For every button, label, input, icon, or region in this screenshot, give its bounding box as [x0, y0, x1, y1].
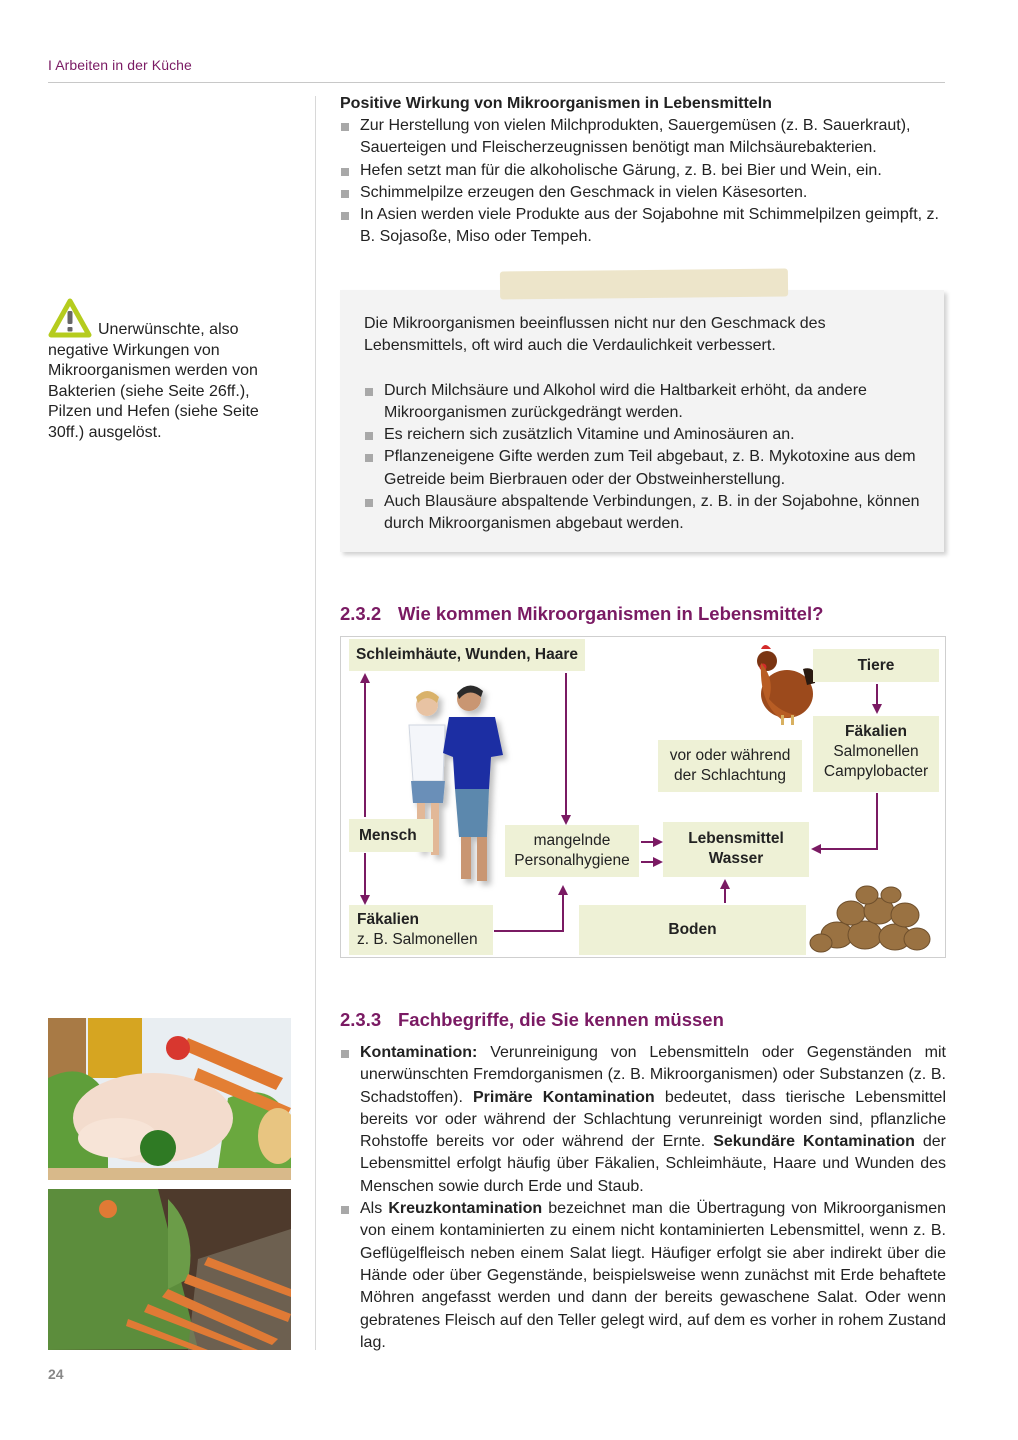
carrots-soil-photo — [48, 1189, 291, 1350]
faekalien-tiere-line1: Salmonellen — [833, 743, 919, 760]
section-number: 2.3.3 — [340, 1009, 382, 1030]
diagram-arrows — [341, 637, 945, 957]
chicken-vegetables-photo — [48, 1018, 291, 1180]
box-mensch: Mensch — [349, 819, 433, 852]
list-item: Zur Herstellung von vielen Milchprodukten, Sauergemüsen (z. B. Sauerkraut), Sauerteigen und Fleischerzeugnissen benötigt man Milchsäurebakterien. — [340, 115, 946, 160]
box-tiere: Tiere — [813, 649, 939, 682]
term-kreuzkontamination: Kreuzkontamination — [388, 1200, 543, 1218]
positive-effects-title: Positive Wirkung von Mikroorganismen in Lebensmitteln — [340, 95, 772, 112]
box-boden: Boden — [579, 905, 806, 955]
page-number: 24 — [48, 1366, 64, 1382]
section-heading-232 — [340, 603, 823, 625]
note-intro: Die Mikroorganismen beeinflussen nicht nur den Geschmack des Lebensmittels, oft wird auch die Verdaulichkeit verbessert. — [364, 315, 826, 355]
lebensmittel-line1: Lebensmittel — [688, 830, 784, 847]
positive-effects-list — [340, 115, 946, 249]
list-item: Hefen setzt man für die alkoholische Gärung, z. B. bei Bier und Wein, ein. — [340, 160, 946, 182]
list-item: In Asien werden viele Produkte aus der Sojabohne mit Schimmelpilzen geimpft, z. B. Sojasoße, Miso oder Tempeh. — [340, 204, 946, 249]
contamination-diagram — [340, 636, 946, 958]
term-text: Als — [360, 1200, 389, 1218]
side-note-text: Unerwünschte, also negative Wirkungen von Mikroorganismen werden von Bakterien (siehe Seite 26ff.), Pilzen und Hefen (siehe Seite 30ff.) ausgelöst. — [48, 321, 259, 441]
note-list — [364, 380, 924, 536]
side-note — [48, 298, 293, 443]
term-text: Verunreinigung von Lebensmitteln oder Gegenständen mit unerwünschten Fremdorganismen (z. B. Mikroorganismen) oder Substanzen (z. B. Schadstoffen). — [360, 1044, 946, 1106]
terms-section — [340, 1042, 946, 1354]
term-item-kreuzkontamination — [340, 1198, 946, 1354]
header-divider — [48, 82, 945, 83]
chapter-header: I Arbeiten in der Küche — [48, 57, 192, 73]
note-card-content — [364, 313, 924, 536]
list-item: Durch Milchsäure und Alkohol wird die Haltbarkeit erhöht, da andere Mikroorganismen zurückgedrängt werden. — [364, 380, 924, 425]
list-item: Schimmelpilze erzeugen den Geschmack in vielen Käsesorten. — [340, 182, 946, 204]
term-item-kontamination — [340, 1042, 946, 1198]
positive-effects-section — [340, 93, 946, 249]
term-text: bezeichnet man die Übertragung von Mikroorganismen von einem kontaminierten zu einem nicht kontaminierten Lebensmittel, wenn z. B. Geflügelfleisch neben einem Salat liegt. Häufiger erfolgt sie aber indirekt über die Hände oder über Gegenstände, beispielsweise wenn zunächst mit Erde behaftete Möhren angefasst werden und dann der bereits gewaschene Salat. Oder wenn gebratenes Fleisch auf den Teller gelegt wird, auf dem es vorher in rohem Zustand lag. — [360, 1200, 947, 1351]
list-item: Pflanzeneigene Gifte werden zum Teil abgebaut, z. B. Mykotoxine aus dem Getreide beim Bierbrauen oder der Obstweinherstellung. — [364, 446, 924, 491]
faekalien-mensch-line: z. B. Salmonellen — [357, 931, 478, 948]
term-primaer: Primäre Kontamination — [473, 1088, 655, 1106]
arrow-faekalien-to-lebensmittel — [819, 793, 877, 849]
term-text: der Lebensmittel erfolgt häufig über Fäkalien, Schleimhäute, Haare und Wunden des Menschen sowie durch Erde und Staub. — [360, 1133, 947, 1195]
faekalien-tiere-line2: Campylobacter — [823, 763, 929, 780]
hygiene-line2: Personalhygiene — [514, 852, 630, 869]
list-item: Auch Blausäure abspaltende Verbindungen, z. B. in der Sojabohne, können durch Mikroorganismen abgebaut werden. — [364, 491, 924, 536]
terms-list — [340, 1042, 946, 1354]
arrow-faekalien-to-hygiene — [494, 893, 563, 931]
section-number: 2.3.2 — [340, 603, 382, 624]
hygiene-line1: mangelnde — [533, 832, 611, 849]
column-divider — [315, 96, 316, 1350]
faekalien-tiere-title: Fäkalien — [844, 723, 908, 740]
schlachtung-line2: der Schlachtung — [673, 767, 787, 784]
schlachtung-line1: vor oder während — [669, 747, 791, 764]
lebensmittel-line2: Wasser — [708, 850, 764, 867]
box-schleimhaeute: Schleimhäute, Wunden, Haare — [349, 639, 585, 671]
faekalien-mensch-title: Fäkalien — [357, 911, 420, 928]
warning-triangle-icon — [48, 298, 92, 338]
tape-decoration — [500, 268, 788, 299]
term-text: bedeutet, dass tierische Lebensmittel bereits vor oder während der Schlachtung verunreinigt worden sind, pflanzliche Rohstoffe bereits vor oder während der Ernte. — [360, 1088, 946, 1151]
section-title: Fachbegriffe, die Sie kennen müssen — [398, 1009, 724, 1030]
term-kontamination: Kontamination: — [360, 1044, 478, 1061]
section-title: Wie kommen Mikroorganismen in Lebensmittel? — [398, 603, 824, 624]
term-sekundaer: Sekundäre Kontamination — [713, 1133, 915, 1151]
section-heading-233 — [340, 1009, 724, 1031]
list-item: Es reichern sich zusätzlich Vitamine und Aminosäuren an. — [364, 424, 924, 446]
